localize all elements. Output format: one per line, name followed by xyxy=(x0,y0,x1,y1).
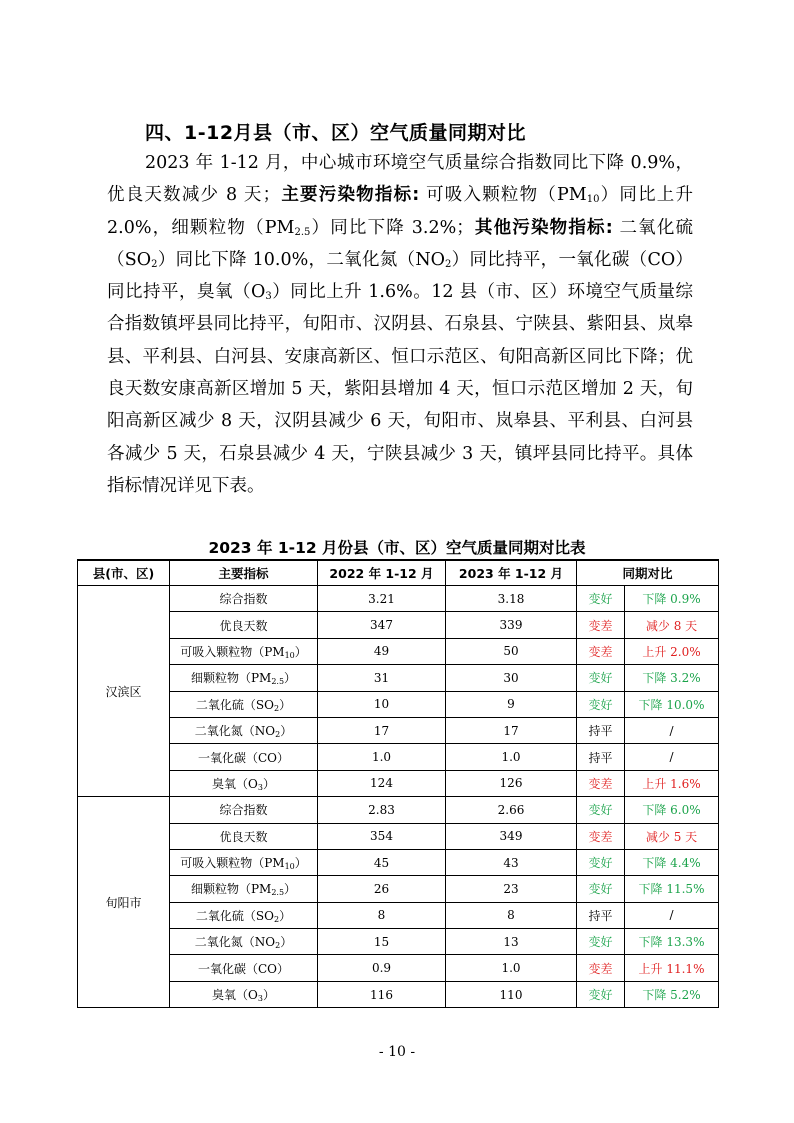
indicator-label: 优良天数 xyxy=(219,829,268,844)
change-cell: 上升 11.1% xyxy=(625,955,719,981)
trend-cell: 变好 xyxy=(577,849,625,875)
trend-cell: 变差 xyxy=(577,770,625,796)
indicator-suffix: ） xyxy=(280,935,293,950)
indicator-cell xyxy=(170,770,318,796)
value-2023: 3.18 xyxy=(446,586,577,612)
indicator-cell xyxy=(170,638,318,664)
value-2023: 43 xyxy=(446,849,577,875)
paragraph-text: ）同比持平，一氧化碳（CO）同比持平，臭氧（O xyxy=(107,249,693,303)
table-caption: 2023 年 1-12 月份县（市、区）空气质量同期对比表 xyxy=(208,539,586,557)
indicator-subscript: 10 xyxy=(284,862,295,872)
county-cell: 旬阳市 xyxy=(78,797,170,1008)
indicator-cell xyxy=(170,876,318,902)
change-cell: / xyxy=(625,902,719,928)
paragraph-text: ）同比下降 3.2%； xyxy=(310,217,474,238)
change-cell: 下降 5.2% xyxy=(625,981,719,1007)
indicator-subscript: 2 xyxy=(273,914,280,924)
trend-cell: 变差 xyxy=(577,823,625,849)
subscript: 3 xyxy=(265,291,272,303)
value-2023: 1.0 xyxy=(446,955,577,981)
value-2022: 1.0 xyxy=(318,744,446,770)
trend-cell: 变差 xyxy=(577,612,625,638)
indicator-subscript: 2 xyxy=(275,730,281,740)
paragraph-text: 2023 年 1-12 月，中心城市环境空气质量综合指数同比下降 0.9%，优良天数减少 8 天； xyxy=(107,153,693,206)
indicator-label: 细颗粒物（PM xyxy=(190,671,272,686)
indicator-suffix: ） xyxy=(262,776,275,791)
bold-label: 其他污染物指标: xyxy=(473,217,613,238)
change-cell: 下降 6.0% xyxy=(625,797,719,823)
value-2023: 13 xyxy=(446,929,577,955)
value-2023: 23 xyxy=(446,876,577,902)
indicator-label: 细颗粒物（PM xyxy=(190,882,272,897)
value-2022: 354 xyxy=(318,823,446,849)
indicator-label: 优良天数 xyxy=(219,618,268,633)
summary-paragraph xyxy=(107,147,693,502)
page-number: - 10 - xyxy=(378,1044,416,1060)
indicator-label: 可吸入颗粒物（PM xyxy=(180,856,285,871)
paragraph-text: ）同比上升 2.0%，细颗粒物（PM xyxy=(107,185,694,238)
trend-cell: 变好 xyxy=(577,876,625,902)
indicator-label: 二氧化氮（NO xyxy=(194,724,276,739)
table-row xyxy=(78,955,719,981)
indicator-label: 二氧化氮（NO xyxy=(194,935,276,950)
change-cell: / xyxy=(625,744,719,770)
change-cell: / xyxy=(625,717,719,743)
indicator-suffix: ） xyxy=(294,856,307,871)
value-2023: 8 xyxy=(446,902,577,928)
trend-cell: 变好 xyxy=(577,586,625,612)
indicator-label: 可吸入颗粒物（PM xyxy=(180,644,285,659)
table-row xyxy=(78,744,719,770)
county-cell: 汉滨区 xyxy=(78,586,170,797)
value-2022: 49 xyxy=(318,638,446,664)
indicator-cell xyxy=(170,902,318,928)
value-2022: 26 xyxy=(318,876,446,902)
trend-cell: 变差 xyxy=(577,638,625,664)
paragraph-text: 可吸入颗粒物（PM xyxy=(419,185,587,206)
table-row xyxy=(78,586,719,612)
change-cell: 减少 5 天 xyxy=(625,823,719,849)
value-2022: 0.9 xyxy=(318,955,446,981)
indicator-suffix: ） xyxy=(280,724,293,739)
indicator-cell xyxy=(170,586,318,612)
change-cell: 下降 0.9% xyxy=(625,586,719,612)
indicator-cell xyxy=(170,955,318,981)
value-2022: 45 xyxy=(318,849,446,875)
change-cell: 下降 4.4% xyxy=(625,849,719,875)
indicator-subscript: 2 xyxy=(275,941,281,951)
value-2022: 17 xyxy=(318,717,446,743)
change-cell: 下降 13.3% xyxy=(625,929,719,955)
value-2022: 15 xyxy=(318,929,446,955)
comparison-table xyxy=(77,559,719,1008)
change-cell: 下降 3.2% xyxy=(625,665,719,691)
header-comparison: 同期对比 xyxy=(577,560,719,586)
value-2023: 50 xyxy=(446,638,577,664)
table-row xyxy=(78,665,719,691)
paragraph-text: 二氧化硫（SO xyxy=(107,217,694,270)
paragraph-text: ）同比上升 1.6%。12 县（市、区）环境空气质量综合指数镇坪县同比持平，旬阳市、汉阴县、石泉县、宁陕县、紫阳县、岚皋县、平利县、白河县、安康高新区、恒口示范区、旬阳高新区同比下降；优良天数安康高新区增加 5 天，紫阳县增加 4 天，恒口示范区增加 2 天，旬阳高新区减少 8 天，汉阴县减少 6 天，旬阳市、岚皋县、平利县、白河县各减少 5 天，石泉县减少 4 天，宁陕县减少 3 天，镇坪县同比持平。具体指标情况详见下表。 xyxy=(107,282,693,496)
table-row xyxy=(78,612,719,638)
table-row xyxy=(78,902,719,928)
subscript: 2 xyxy=(445,258,452,270)
indicator-label: 一氧化碳（CO） xyxy=(197,961,290,976)
value-2022: 347 xyxy=(318,612,446,638)
header-2022: 2022 年 1-12 月 xyxy=(318,560,446,586)
indicator-label: 综合指数 xyxy=(219,592,268,607)
value-2022: 124 xyxy=(318,770,446,796)
change-cell: 下降 11.5% xyxy=(625,876,719,902)
value-2023: 1.0 xyxy=(446,744,577,770)
table-row xyxy=(78,849,719,875)
trend-cell: 持平 xyxy=(577,902,625,928)
trend-cell: 变好 xyxy=(577,981,625,1007)
paragraph-text: ）同比下降 10.0%，二氧化氮（NO xyxy=(157,249,445,270)
indicator-subscript: 2.5 xyxy=(271,888,285,898)
trend-cell: 变好 xyxy=(577,929,625,955)
indicator-suffix: ） xyxy=(279,908,292,923)
table-row xyxy=(78,638,719,664)
indicator-suffix: ） xyxy=(279,697,292,712)
bold-label: 主要污染物指标: xyxy=(280,185,420,206)
indicator-cell xyxy=(170,717,318,743)
value-2022: 116 xyxy=(318,981,446,1007)
table-row xyxy=(78,876,719,902)
change-cell: 下降 10.0% xyxy=(625,691,719,717)
indicator-cell xyxy=(170,744,318,770)
indicator-subscript: 3 xyxy=(257,994,263,1004)
indicator-cell xyxy=(170,981,318,1007)
change-cell: 减少 8 天 xyxy=(625,612,719,638)
value-2022: 8 xyxy=(318,902,446,928)
subscript: 2 xyxy=(151,258,158,270)
indicator-cell xyxy=(170,612,318,638)
table-row xyxy=(78,691,719,717)
change-cell: 上升 2.0% xyxy=(625,638,719,664)
subscript: 2.5 xyxy=(294,226,311,238)
value-2023: 30 xyxy=(446,665,577,691)
indicator-label: 一氧化碳（CO） xyxy=(197,750,290,765)
indicator-cell xyxy=(170,797,318,823)
value-2022: 2.83 xyxy=(318,797,446,823)
indicator-label: 二氧化硫（SO xyxy=(195,908,274,923)
trend-cell: 持平 xyxy=(577,744,625,770)
indicator-cell xyxy=(170,691,318,717)
indicator-suffix: ） xyxy=(294,644,307,659)
indicator-suffix: ） xyxy=(284,671,297,686)
trend-cell: 变好 xyxy=(577,797,625,823)
trend-cell: 变差 xyxy=(577,955,625,981)
indicator-suffix: ） xyxy=(284,882,297,897)
table-row xyxy=(78,823,719,849)
indicator-cell xyxy=(170,665,318,691)
table-header-row xyxy=(78,560,719,586)
table-row xyxy=(78,981,719,1007)
header-county: 县(市、区) xyxy=(78,560,170,586)
value-2023: 17 xyxy=(446,717,577,743)
table-row xyxy=(78,770,719,796)
indicator-label: 综合指数 xyxy=(219,803,268,818)
value-2022: 3.21 xyxy=(318,586,446,612)
value-2023: 126 xyxy=(446,770,577,796)
trend-cell: 变好 xyxy=(577,665,625,691)
indicator-label: 臭氧（O xyxy=(212,776,258,791)
indicator-label: 臭氧（O xyxy=(212,988,258,1003)
indicator-subscript: 3 xyxy=(257,782,263,792)
value-2023: 339 xyxy=(446,612,577,638)
value-2023: 2.66 xyxy=(446,797,577,823)
header-indicator: 主要指标 xyxy=(170,560,318,586)
indicator-subscript: 10 xyxy=(284,650,295,660)
table-row xyxy=(78,717,719,743)
indicator-cell xyxy=(170,849,318,875)
indicator-label: 二氧化硫（SO xyxy=(195,697,274,712)
value-2022: 31 xyxy=(318,665,446,691)
value-2023: 349 xyxy=(446,823,577,849)
trend-cell: 变好 xyxy=(577,691,625,717)
indicator-subscript: 2.5 xyxy=(271,677,285,687)
table-row xyxy=(78,797,719,823)
indicator-suffix: ） xyxy=(262,988,275,1003)
value-2022: 10 xyxy=(318,691,446,717)
header-2023: 2023 年 1-12 月 xyxy=(446,560,577,586)
value-2023: 110 xyxy=(446,981,577,1007)
table-row xyxy=(78,929,719,955)
value-2023: 9 xyxy=(446,691,577,717)
indicator-cell xyxy=(170,823,318,849)
indicator-cell xyxy=(170,929,318,955)
indicator-subscript: 2 xyxy=(273,703,280,713)
change-cell: 上升 1.6% xyxy=(625,770,719,796)
trend-cell: 持平 xyxy=(577,717,625,743)
section-heading: 四、1-12月县（市、区）空气质量同期对比 xyxy=(145,122,527,144)
subscript: 10 xyxy=(586,194,600,206)
